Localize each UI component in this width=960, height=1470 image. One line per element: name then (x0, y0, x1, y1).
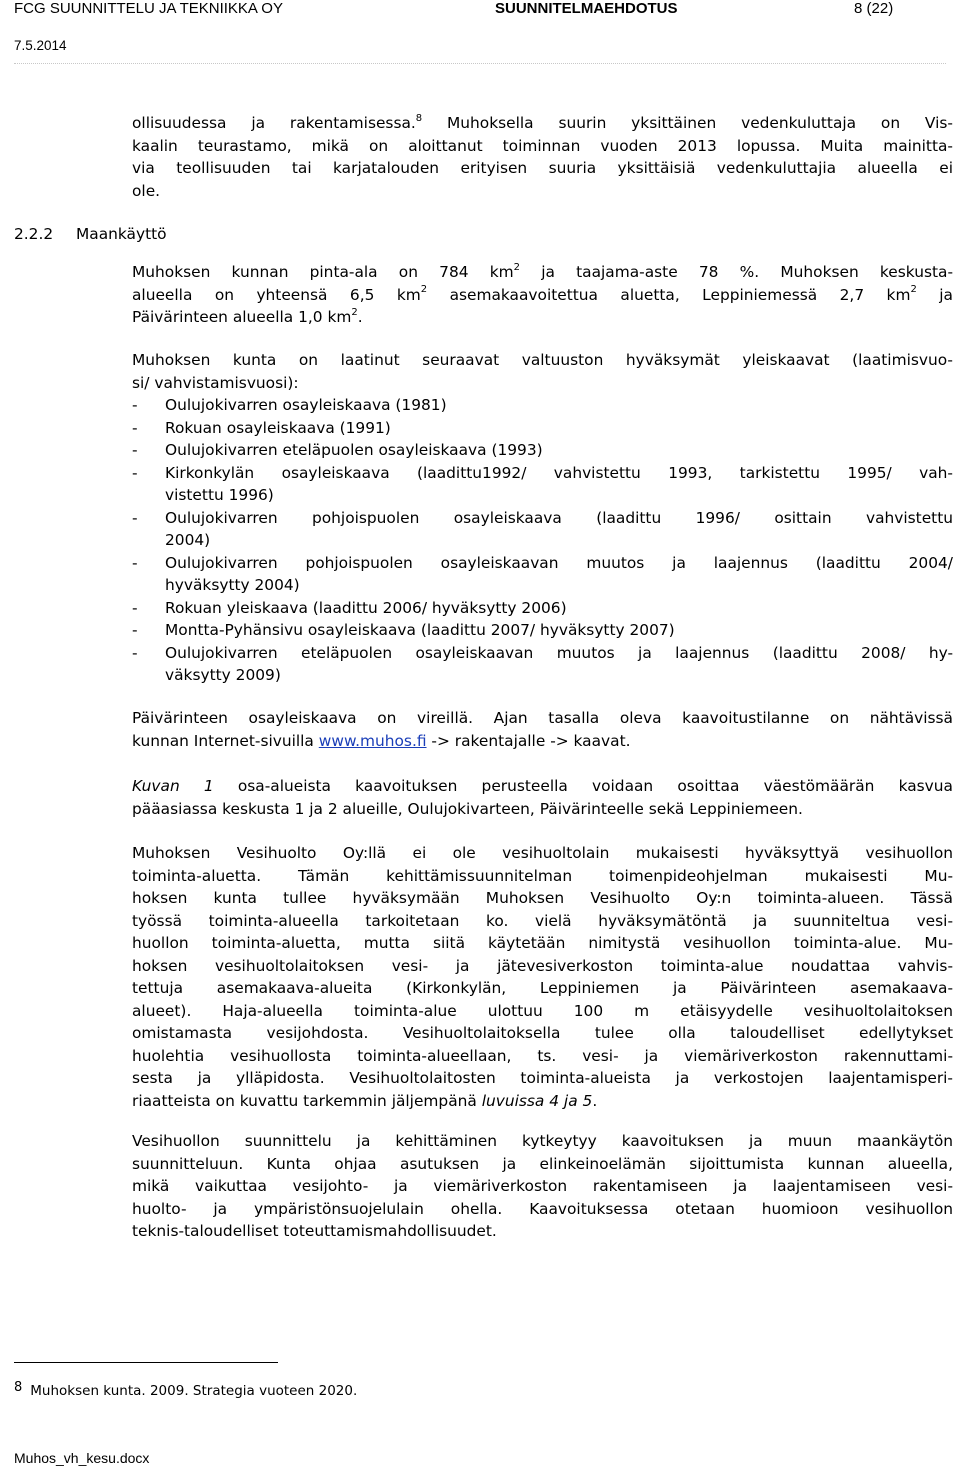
section-number: 2.2.2 (14, 225, 54, 243)
list-item: - Rokuan osayleiskaava (1991) (132, 418, 391, 437)
status-line-1: Päivärinteen osayleiskaava on vireillä. Ajan tasalla oleva kaavoitustilanne on nähtävissä (132, 709, 953, 727)
section-title: Maankäyttö (76, 225, 167, 243)
figure-reference: Kuvan 1 (132, 777, 214, 795)
list-item: - Oulujokivarren eteläpuolen osayleiskaava (1993) (132, 441, 543, 459)
status-paragraph (132, 707, 953, 752)
intro-line-1: ollisuudessa ja rakentamisessa.$^8$ Muhoksella suurin yksittäinen vedenkuluttaja on Vis- (132, 112, 953, 132)
footnote-number: 8 (14, 1380, 23, 1395)
header-document-title: SUUNNITELMAEHDOTUS (495, 0, 678, 17)
list-item: - Montta-Pyhänsivu osayleiskaava (laadittu 2007/ hyväksytty 2007) (132, 621, 675, 639)
plans-intro-line-1: Muhoksen kunta on laatinut seuraavat valtuuston hyväksymät yleiskaavat (laatimisvuo- (132, 351, 953, 369)
water-last-line: riaatteista on kuvattu tarkemmin jäljempänä luvuissa 4 ja 5. (132, 1091, 598, 1110)
section-heading (14, 223, 167, 246)
muhos-website-link[interactable]: www.muhos.fi (318, 731, 427, 750)
list-item: - Oulujokivarren pohjoispuolen osayleiskaava (laadittu 1996/ osittain vahvistettu 2004) (132, 508, 953, 549)
footnote-text: Muhoksen kunta. 2009. Strategia vuoteen 2020. (30, 1383, 358, 1399)
area-line-1: Muhoksen kunnan pinta-ala on 784 $km^2$ ja taajama-aste 78 %. Muhoksen keskusta- (132, 261, 954, 281)
intro-line-4: ole. (132, 181, 161, 200)
footnote-separator (14, 1362, 278, 1363)
header-divider (14, 63, 946, 64)
plans-intro-line-2: si/ vahvistamisvuosi): (132, 373, 299, 392)
header-page-number: 8 (22) (854, 0, 894, 17)
plans-list (132, 394, 953, 687)
figure-ref-line-1: Kuvan 1 osa-alueista kaavoituksen perusteella voidaan osoittaa väestömäärän kasvua (132, 777, 953, 795)
water-utility-paragraph: Muhoksen Vesihuolto Oy:llä ei ole vesihuoltolain mukaisesti hyväksyttyä vesihuollon toiminta-aluetta. Tämän kehittämissuunnitelman toimenpideohjelman mukaisesti Mu- hoksen kunta tullee hyväksymään Muhoksen Vesihuolto Oy:n toiminta-alueen. Tässä työssä toiminta-alueella tarkoitetaan ko. vielä hyväksymätöntä ja suunniteltua vesi- huollon toiminta-aluetta, mutta siitä käytetään nimitystä vesihuollon toiminta-alue. Mu- hoksen vesihuoltolaitoksen vesi- ja jätevesiverkoston toiminta-alue noudattaa vahvis- tettuja asemakaava-alueita (Kirkonkylän, Leppiniemen ja Päivärinteen asemakaava- alueet). Haja-alueella toiminta-alue ulottuu 100 m etäisyydelle vesihuoltolaitoksen omistamasta vesijohdosta. Vesihuoltolaitoksella tulee olla taloudelliset edellytykset huolehtia vesihuollosta toiminta-alueellaan, ts. vesi- ja viemäriverkoston rakennuttami- sesta ja ylläpidosta. Vesihuoltolaitosten toiminta-alueista ja verkostojen laajentamisperi- riaatteista on kuvattu tarkemmin jäljempänä luvuissa 4 ja 5. (132, 842, 953, 1112)
footnote (14, 1379, 357, 1400)
status-line-2: kunnan Internet-sivuilla www.muhos.fi -> rakentajalle -> kaavat. (132, 731, 631, 750)
intro-line-3: via teollisuuden tai karjatalouden erityisen suuria yksittäisiä vedenkuluttajia alueella ei (132, 159, 953, 177)
plans-intro (132, 349, 953, 394)
area-line-2: alueella on yhteensä 6,5 $km^2$ asemakaavoitettua aluetta, Leppiniemessä 2,7 $km^2$ ja (132, 284, 953, 304)
header-date: 7.5.2014 (14, 38, 67, 53)
area-paragraph (132, 261, 953, 329)
footer-filename: Muhos_vh_kesu.docx (14, 1450, 150, 1466)
area-line-3: Päivärinteen alueella 1,0 $km^2$. (132, 306, 363, 326)
list-item: - Oulujokivarren osayleiskaava (1981) (132, 396, 447, 414)
figure-ref-line-2: pääasiassa keskusta 1 ja 2 alueille, Oulujokivarteen, Päivärinteelle sekä Leppiniemeen. (132, 799, 803, 818)
list-item: - Rokuan yleiskaava (laadittu 2006/ hyväksytty 2006) (132, 598, 567, 617)
header-company: FCG SUUNNITTELU JA TEKNIIKKA OY (14, 0, 283, 17)
chapter-reference: luvuissa 4 ja 5 (481, 1091, 593, 1110)
intro-line-2: kaalin teurastamo, mikä on aloittanut toiminnan vuoden 2013 lopussa. Muita mainitta- (132, 136, 953, 155)
list-item: - Oulujokivarren pohjoispuolen osayleiskaavan muutos ja laajennus (laadittu 2004/ hyväksytty 2004) (132, 553, 953, 594)
list-item: - Kirkonkylän osayleiskaava (laadittu1992/ vahvistettu 1993, tarkistettu 1995/ vah- vistettu 1996) (132, 463, 953, 504)
footnote-reference: 8 (415, 112, 423, 124)
figure-reference-paragraph (132, 775, 953, 820)
planning-paragraph: Vesihuollon suunnittelu ja kehittäminen kytkeytyy kaavoituksen ja muun maankäytön suunnitteluun. Kunta ohjaa asutuksen ja elinkeinoelämän sijoittumista kunnan alueella, mikä vaikuttaa vesijohto- ja viemäriverkoston rakentamiseen ja laajentamiseen vesi- huolto- ja ympäristönsuojelulain ohella. Kaavoituksessa otetaan huomioon vesihuollon teknis-taloudelliset toteuttamismahdollisuudet. (132, 1132, 953, 1240)
intro-paragraph (132, 112, 953, 202)
list-item: - Oulujokivarren eteläpuolen osayleiskaavan muutos ja laajennus (laadittu 2008/ hy- väksytty 2009) (132, 643, 953, 684)
